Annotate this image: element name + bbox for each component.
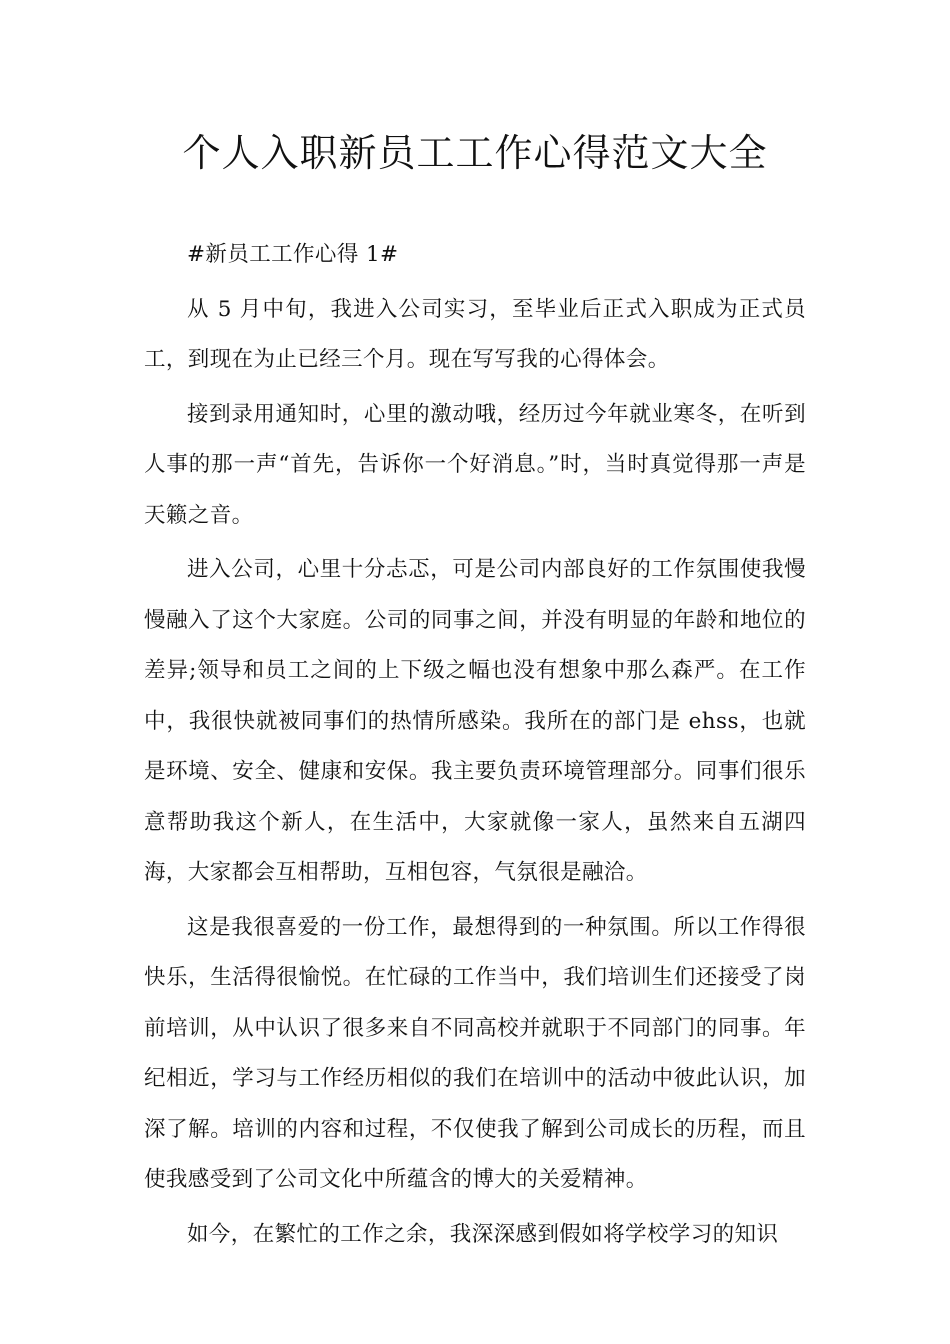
document-title: 个人入职新员工工作心得范文大全 bbox=[182, 131, 768, 175]
paragraph: 如今，在繁忙的工作之余，我深深感到假如将学校学习的知识 bbox=[187, 1221, 779, 1247]
paragraph: 从 5 月中旬，我进入公司实习，至毕业后正式入职成为正式员工，到现在为止已经三个月。现在写写我的心得体会。 bbox=[144, 296, 806, 372]
document-body bbox=[144, 230, 806, 1260]
section-heading: #新员工工作心得 1# bbox=[187, 242, 399, 267]
paragraph: 接到录用通知时，心里的激动哦，经历过今年就业寒冬，在听到人事的那一声“首先，告诉你一个好消息。”时，当时真觉得那一声是天籁之音。 bbox=[144, 401, 806, 528]
paragraph: 这是我很喜爱的一份工作，最想得到的一种氛围。所以工作得很快乐，生活得很愉悦。在忙碌的工作当中，我们培训生们还接受了岗前培训，从中认识了很多来自不同高校并就职于不同部门的同事。年纪相近，学习与工作经历相似的我们在培训中的活动中彼此认识，加深了解。培训的内容和过程，不仅使我了解到公司成长的历程，而且使我感受到了公司文化中所蕴含的博大的关爱精神。 bbox=[144, 914, 806, 1192]
paragraph: 进入公司，心里十分忐忑，可是公司内部良好的工作氛围使我慢慢融入了这个大家庭。公司的同事之间，并没有明显的年龄和地位的差异;领导和员工之间的上下级之幅也没有想象中那么森严。在工作中，我很快就被同事们的热情所感染。我所在的部门是 ehss，也就是环境、安全、健康和安保。我主要负责环境管理部分。同事们很乐意帮助我这个新人，在生活中，大家就像一家人，虽然来自五湖四海，大家都会互相帮助，互相包容，气氛很是融洽。 bbox=[144, 557, 806, 885]
